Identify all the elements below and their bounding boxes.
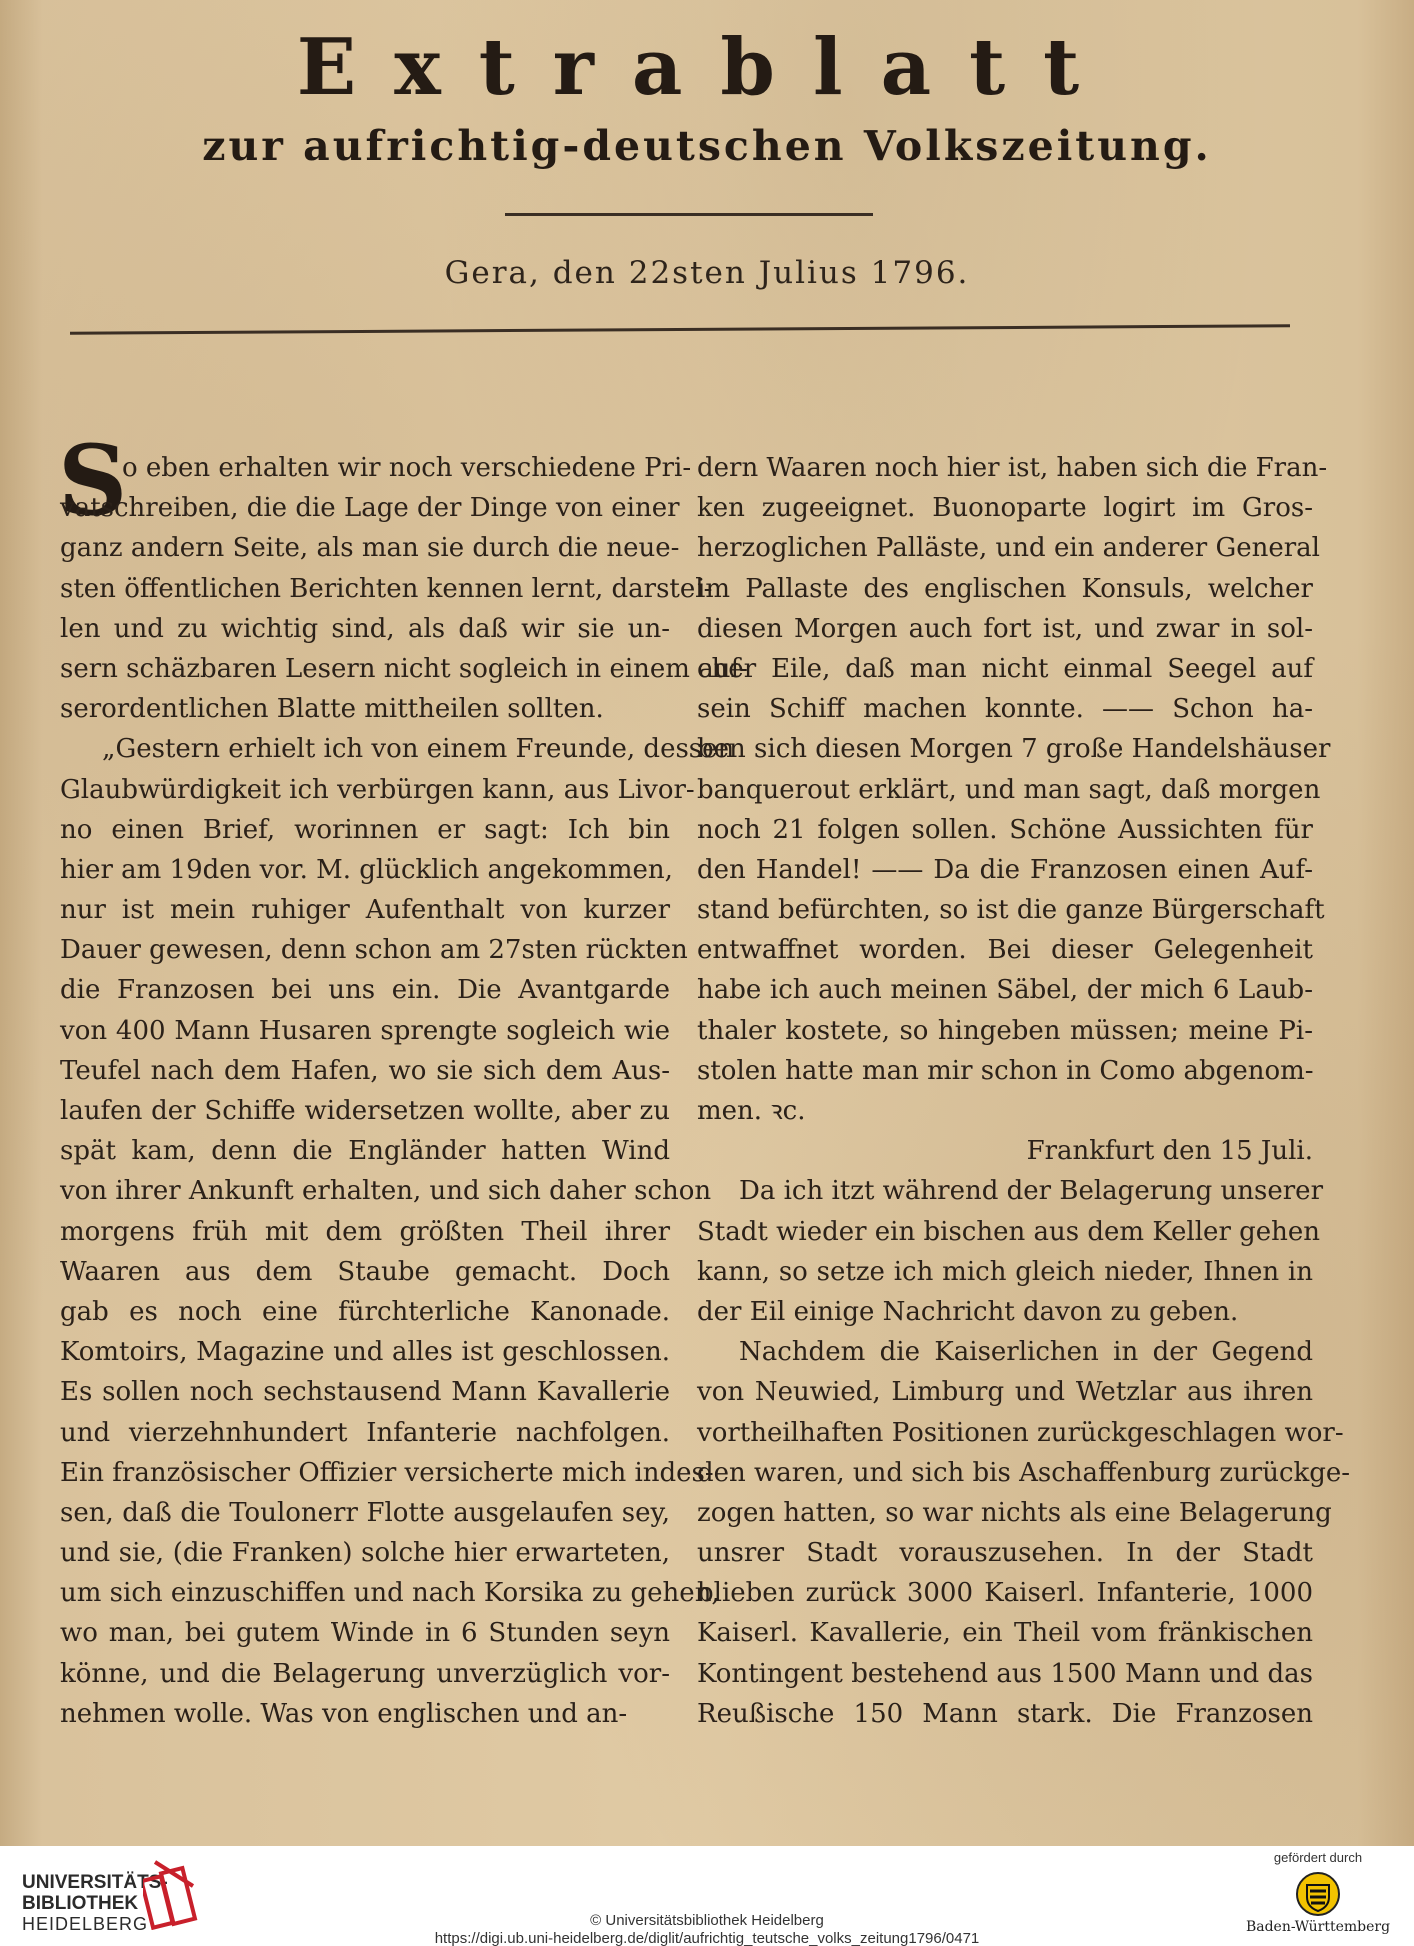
text-line: von ihrer Ankunft erhalten, und sich daher schon — [60, 1176, 712, 1207]
text-line: banquerout erklärt, und man sagt, daß morgen — [697, 774, 1321, 805]
place-date-line: Frankfurt den 15 Juli. — [1026, 1136, 1313, 1167]
text-line: sen, daß die Toulonerr Flotte ausgelaufen sey, — [60, 1497, 670, 1528]
text-line: noch 21 folgen sollen. Schöne Aussichten für — [697, 814, 1313, 845]
funder-state: Baden-Württemberg — [1245, 1919, 1391, 1935]
text-line: Glaubwürdigkeit ich verbürgen kann, aus Livor- — [60, 774, 695, 805]
text-line: Komtoirs, Magazine und alles ist geschlossen. — [60, 1337, 670, 1368]
text-line: nur ist mein ruhiger Aufenthalt von kurzer — [60, 895, 670, 926]
funder-block — [1238, 1850, 1398, 1935]
text-line: habe ich auch meinen Säbel, der mich 6 Laub- — [697, 975, 1313, 1006]
text-line: ken zugeeignet. Buonoparte logirt im Gros- — [697, 493, 1313, 524]
text-line: Da ich itzt während der Belagerung unserer — [739, 1176, 1323, 1207]
left-column — [60, 448, 748, 1734]
text-line: um sich einzuschiffen und nach Korsika zu gehen, — [60, 1578, 720, 1609]
masthead-subtitle: zur aufrichtig-deutschen Volkszeitung. — [202, 122, 1212, 170]
text-line: hier am 19den vor. M. glücklich angekommen, — [60, 854, 673, 885]
header-rule — [70, 324, 1290, 334]
text-line: von 400 Mann Husaren sprengte sogleich wie — [60, 1015, 670, 1046]
text-line: vatschreiben, die die Lage der Dinge von einer — [60, 493, 680, 524]
text-line: Es sollen noch sechstausend Mann Kavallerie — [60, 1377, 670, 1408]
text-line: cher Eile, daß man nicht einmal Seegel auf — [697, 653, 1313, 684]
text-line: und sie, (die Franken) solche hier erwarteten, — [60, 1538, 670, 1569]
text-line: spät kam, denn die Engländer hatten Wind — [60, 1136, 670, 1167]
text-line: Kontingent bestehend aus 1500 Mann und das — [697, 1658, 1313, 1689]
text-line: blieben zurück 3000 Kaiserl. Infanterie, 1000 — [697, 1578, 1313, 1609]
text-line: die Franzosen bei uns ein. Die Avantgarde — [60, 975, 670, 1006]
text-line: dern Waaren noch hier ist, haben sich die Fran- — [697, 453, 1328, 483]
dateline: Gera, den 22sten Julius 1796. — [444, 255, 970, 291]
text-line: zogen hatten, so war nichts als eine Belagerung — [697, 1497, 1332, 1528]
text-line: „Gestern erhielt ich von einem Freunde, dessen — [102, 734, 735, 765]
text-line: könne, und die Belagerung unverzüglich vor- — [60, 1658, 670, 1689]
text-line: diesen Morgen auch fort ist, und zwar in sol- — [697, 613, 1313, 644]
text-line: stand befürchten, so ist die ganze Bürgerschaft — [697, 895, 1325, 926]
state-seal-icon — [1295, 1871, 1341, 1917]
source-url[interactable]: https://digi.ub.uni-heidelberg.de/diglit/aufrichtig_teutsche_volks_zeitung1796/0471 — [434, 1930, 980, 1946]
masthead-title: Extrablatt — [296, 22, 1118, 113]
text-line: men. ꝛc. — [697, 1096, 806, 1126]
text-line: der Eil einige Nachricht davon zu geben. — [697, 1296, 1239, 1327]
right-column — [697, 448, 1351, 1734]
text-line: nehmen wolle. Was von englischen und an- — [60, 1698, 628, 1729]
text-line: serordentlichen Blatte mittheilen sollten. — [60, 694, 604, 725]
text-line: stolen hatte man mir schon in Como abgenom- — [697, 1055, 1314, 1086]
text-line: no einen Brief, worinnen er sagt: Ich bin — [60, 814, 670, 845]
text-line: Stadt wieder ein bischen aus dem Keller gehen — [697, 1216, 1321, 1247]
text-line: Nachdem die Kaiserlichen in der Gegend — [739, 1337, 1313, 1368]
text-line: ganz andern Seite, als man sie durch die neue- — [60, 533, 680, 564]
text-line: gab es noch eine fürchterliche Kanonade. — [60, 1296, 670, 1327]
text-line: Reußische 150 Mann stark. Die Franzosen — [697, 1698, 1313, 1729]
text-line: Ein französischer Offizier versicherte mich indes- — [60, 1457, 714, 1488]
text-line: Teufel nach dem Hafen, wo sie sich dem Aus- — [60, 1055, 670, 1086]
footer — [0, 1846, 1414, 1946]
text-line: unsrer Stadt vorauszusehen. In der Stadt — [697, 1538, 1313, 1569]
text-line: laufen der Schiffe widersetzen wollte, aber zu — [60, 1096, 670, 1126]
text-line: herzoglichen Palläste, und ein anderer General — [697, 533, 1320, 564]
library-name-line: BIBLIOTHEK — [22, 1893, 139, 1914]
text-line: den waren, und sich bis Aschaffenburg zurückge- — [697, 1457, 1351, 1488]
masthead-divider — [505, 213, 873, 216]
text-line: den Handel! —— Da die Franzosen einen Auf- — [697, 854, 1313, 885]
text-line: thaler kostete, so hingeben müssen; meine Pi- — [697, 1015, 1313, 1046]
text-line: im Pallaste des englischen Konsuls, welcher — [697, 573, 1313, 604]
text-line: o eben erhalten wir noch verschiedene Pri- — [122, 453, 692, 483]
text-line: Kaiserl. Kavallerie, ein Theil vom fränkischen — [697, 1618, 1313, 1649]
text-line: ben sich diesen Morgen 7 große Handelshäuser — [697, 734, 1331, 765]
text-line: Dauer gewesen, denn schon am 27sten rückten — [60, 935, 688, 966]
text-line: vortheilhaften Positionen zurückgeschlagen wor- — [697, 1417, 1344, 1448]
copyright-notice: © Universitätsbibliothek Heidelberg — [590, 1912, 824, 1929]
text-line: sein Schiff machen konnte. —— Schon ha- — [697, 694, 1313, 725]
library-city: HEIDELBERG — [22, 1914, 149, 1934]
text-line: und vierzehnhundert Infanterie nachfolgen. — [60, 1417, 670, 1448]
text-line: von Neuwied, Limburg und Wetzlar aus ihren — [697, 1377, 1313, 1408]
text-line: Waaren aus dem Staube gemacht. Doch — [60, 1256, 670, 1287]
drop-cap: S — [58, 424, 128, 537]
text-line: entwaffnet worden. Bei dieser Gelegenheit — [697, 935, 1313, 966]
text-line: sten öffentlichen Berichten kennen lernt, darstel- — [60, 573, 713, 604]
text-line: kann, so setze ich mich gleich nieder, Ihnen in — [697, 1256, 1313, 1287]
text-line: wo man, bei gutem Winde in 6 Stunden seyn — [60, 1618, 670, 1649]
text-line: sern schäzbaren Lesern nicht sogleich in einem auf- — [60, 653, 748, 684]
library-name-line: UNIVERSITÄTS- — [22, 1872, 168, 1893]
text-line: len und zu wichtig sind, als daß wir sie un- — [60, 613, 670, 644]
funder-label: gefördert durch — [1273, 1850, 1363, 1865]
text-line: morgens früh mit dem größten Theil ihrer — [60, 1216, 670, 1247]
